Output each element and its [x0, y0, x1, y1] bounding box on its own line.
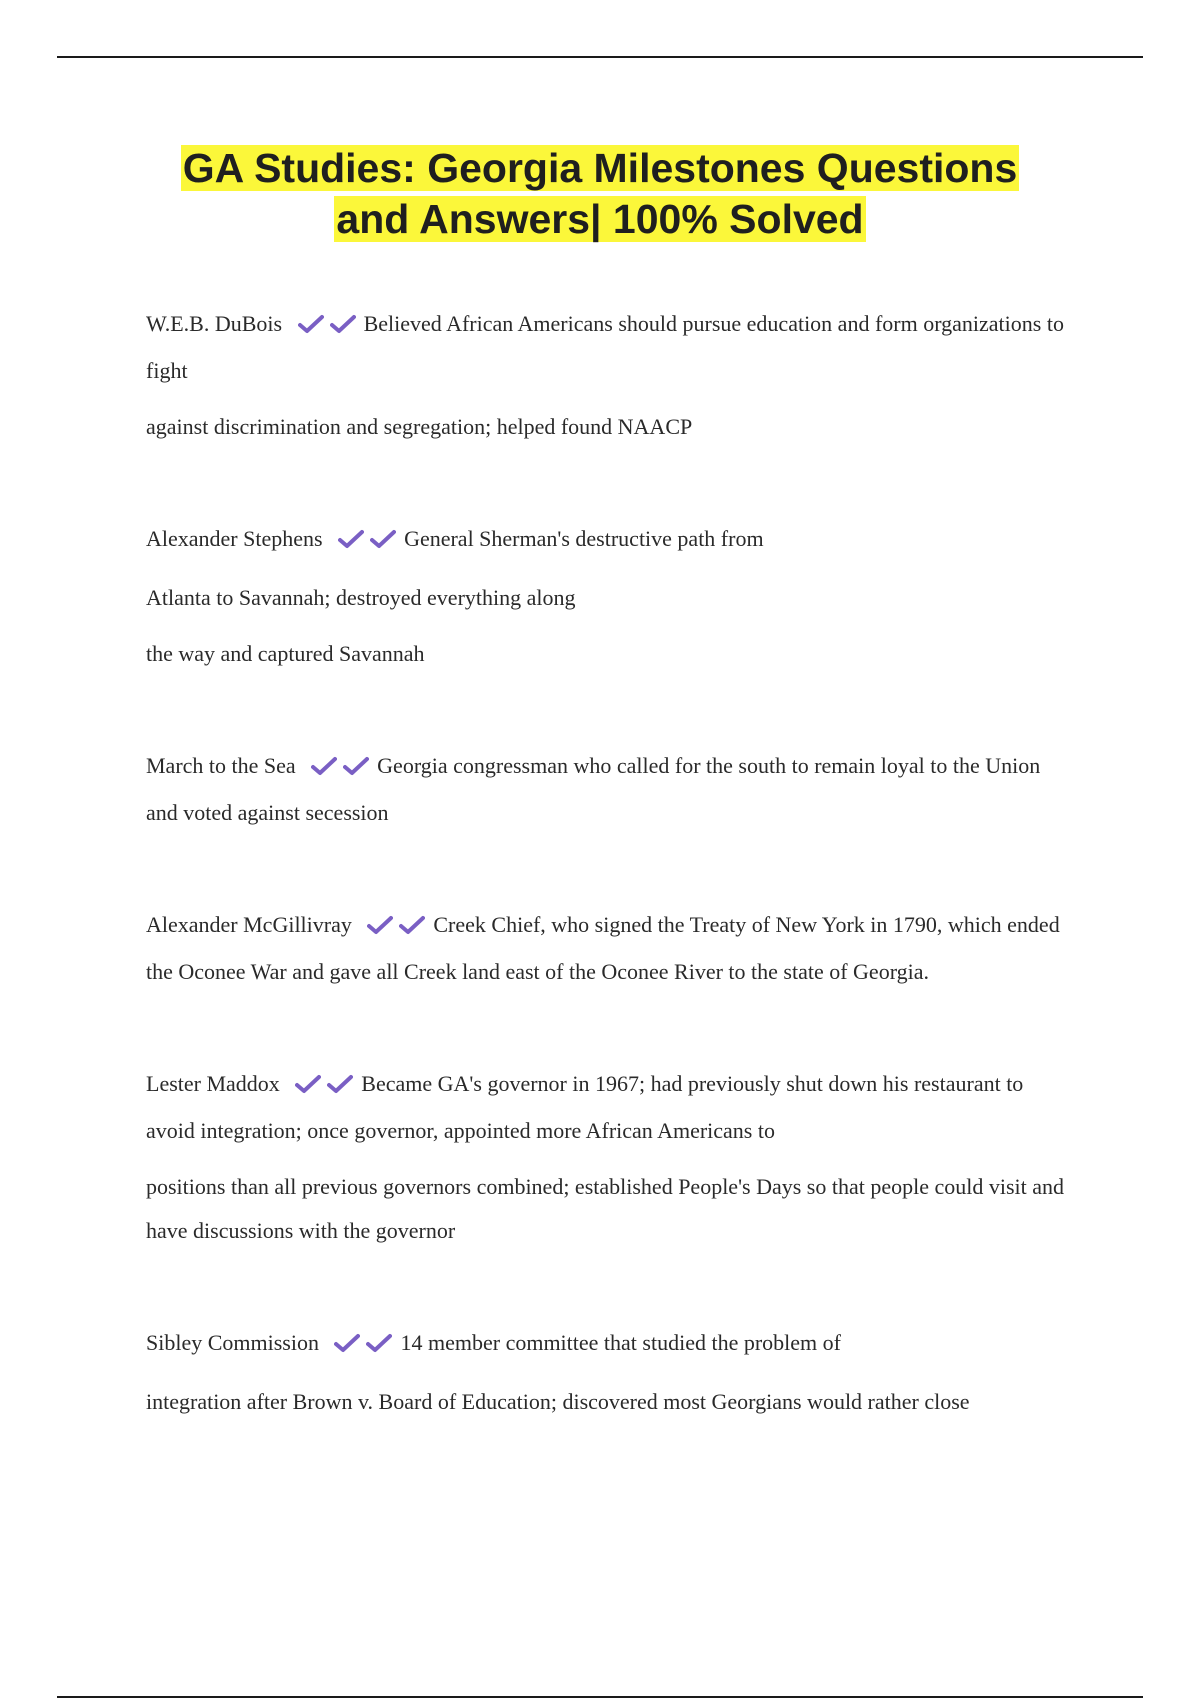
answer-line: Creek Chief, who signed the Treaty of New York in 1790, which ended the Oconee War and gave all Creek land east of the Oconee River to the state of Georgia. [146, 912, 1060, 984]
qa-entry [146, 744, 1076, 835]
check-icon [367, 915, 393, 935]
check-pair [338, 520, 402, 564]
qa-entry [146, 517, 1076, 676]
answer-line: positions than all previous governors combined; established People's Days so that people could visit and have discussions with the governor [146, 1174, 1065, 1243]
answer-line: the way and captured Savannah [146, 641, 425, 666]
answer-line: General Sherman's destructive path from [404, 526, 764, 551]
check-icon [370, 529, 396, 549]
check-pair [367, 906, 431, 950]
check-pair [298, 305, 362, 349]
check-icon [295, 1074, 321, 1094]
qa-entry [146, 1321, 1076, 1424]
answer-line: Believed African Americans should pursue education and form organizations to fight [146, 311, 1064, 383]
qa-first-line [146, 517, 1076, 564]
answer-line: Atlanta to Savannah; destroyed everything along [146, 585, 576, 610]
answer-line: integration after Brown v. Board of Education; discovered most Georgians would rather close [146, 1389, 970, 1414]
answer-line: 14 member committee that studied the problem of [400, 1330, 841, 1355]
check-icon [343, 756, 369, 776]
term: Sibley Commission [146, 1330, 319, 1355]
answer-line: Became GA's governor in 1967; had previously shut down his restaurant to avoid integration; once governor, appointed more African Americans to [146, 1071, 1024, 1143]
check-icon [327, 1074, 353, 1094]
check-pair [311, 747, 375, 791]
check-icon [366, 1333, 392, 1353]
check-pair [334, 1324, 398, 1368]
answer-line: Georgia congressman who called for the south to remain loyal to the Union and voted against secession [146, 753, 1041, 825]
check-icon [334, 1333, 360, 1353]
check-icon [338, 529, 364, 549]
bottom-rule [57, 1696, 1143, 1698]
check-icon [399, 915, 425, 935]
check-icon [311, 756, 337, 776]
title-line-1: GA Studies: Georgia Milestones Questions [182, 145, 1018, 191]
qa-first-line [146, 1321, 1076, 1368]
term: Lester Maddox [146, 1071, 280, 1096]
document-title [57, 143, 1143, 245]
term: Alexander McGillivray [146, 912, 352, 937]
qa-list [146, 302, 1076, 1492]
qa-entry [146, 1062, 1076, 1253]
check-icon [330, 314, 356, 334]
qa-first-line [146, 1062, 1076, 1153]
term: W.E.B. DuBois [146, 311, 283, 336]
check-pair [295, 1065, 359, 1109]
answer-line: against discrimination and segregation; helped found NAACP [146, 414, 693, 439]
check-icon [298, 314, 324, 334]
qa-first-line [146, 903, 1076, 994]
term: Alexander Stephens [146, 526, 323, 551]
qa-entry [146, 302, 1076, 449]
top-rule [57, 56, 1143, 58]
term: March to the Sea [146, 753, 296, 778]
qa-first-line [146, 744, 1076, 835]
title-line-2: and Answers| 100% Solved [336, 196, 864, 242]
qa-entry [146, 903, 1076, 994]
qa-first-line [146, 302, 1076, 393]
